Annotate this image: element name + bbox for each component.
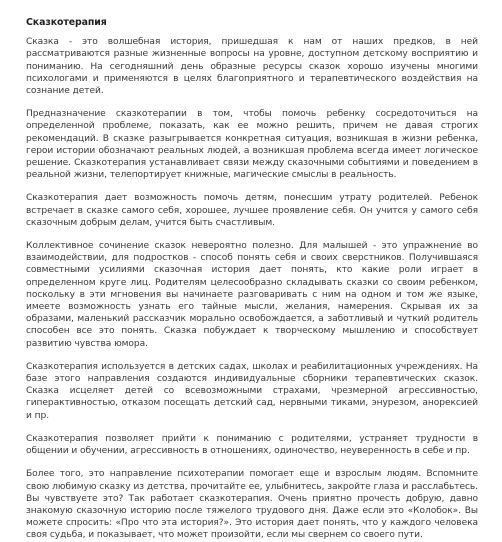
article (26, 17, 478, 542)
paragraph-adults: Более того, это направление психотерапии помогает еще и взрослым людям. Вспомните свою любимую сказку из детства, прочитайте ее, улыбнитесь, закройте глаза и расслабьтесь. Вы чувствуете это? Так работает сказкотерапия. Очень приятно прочесть добрую, давно знакомую сказочную историю после тяжелого трудового дня. Даже если это «Колобок». Вы можете спросить: «Про что эта история?». Это история дает понять, что у каждого человека своя судьба, и показывает, что может произойти, если мы свернем со своего пути. (26, 469, 478, 541)
paragraph-intro: Сказка - это волшебная история, пришедшая к нам от наших предков, в ней рассматриваются разные жизненные вопросы на уровне, доступном детскому восприятию и пониманию. На сегодняшний день образные ресурсы сказок хорошо изучены многими психологами и применяются в целях благоприятного и терапевтического воздействия на сознание детей. (26, 37, 478, 97)
article-title: Сказкотерапия (26, 17, 107, 28)
paragraph-loss: Сказкотерапия дает возможность помочь детям, понесшим утрату родителей. Ребенок встречает в сказке самого себя, хорошее, лучшее проявление себя. Он учится у самого себя сказочным добрым делам, учится быть счастливым. (26, 193, 478, 228)
paragraph-collective: Коллективное сочинение сказок невероятно полезно. Для малышей - это упражнение во взаимодействии, для подростков - способ понять себя и своих сверстников. Получившаяся совместными усилиями сказочная история дает понять, кто какие роли играет в определенном круге лиц. Родителям целесообразно складывать сказки со своим ребенком, поскольку в эти мгновения вы начинаете разговаривать с ним на одном и том же языке, имеете возможность узнать его тайные мысли, желания, намерения. Скрывая их за образами, маленький рассказчик морально освобождается, а заботливый и чуткий родитель способен все это понять. Сказка побуждает к творческому мышлению и способствует развитию чувства юмора. (26, 241, 478, 349)
paragraph-institutions: Сказкотерапия используется в детских садах, школах и реабилитационных учреждениях. На базе этого направления создаются индивидуальные сборники терапевтических сказок. Сказка исцеляет детей со всевозможными страхами, чрезмерной агрессивностью, гиперактивностью, отказом посещать детский сад, нервными тиками, энурезом, анорексией и пр. (26, 361, 478, 421)
paragraph-purpose: Предназначение сказкотерапии в том, чтобы помочь ребенку сосредоточиться на определенной проблеме, показать, как ее можно решить, причем не давая строгих рекомендаций. В сказке разыгрывается конкретная ситуация, возникшая в жизни ребенка, герои истории обозначают реальных людей, а возникшая проблема всегда имеет логическое решение. Сказкотерапия устанавливает связи между сказочными событиями и поведением в реальной жизни, телепортирует книжные, магические смыслы в реальность. (26, 109, 478, 181)
paragraph-understanding: Сказкотерапия позволяет прийти к пониманию с родителями, устраняет трудности в общении и обучении, агрессивность в отношениях, одиночество, неуверенность в себе и пр. (26, 433, 478, 457)
